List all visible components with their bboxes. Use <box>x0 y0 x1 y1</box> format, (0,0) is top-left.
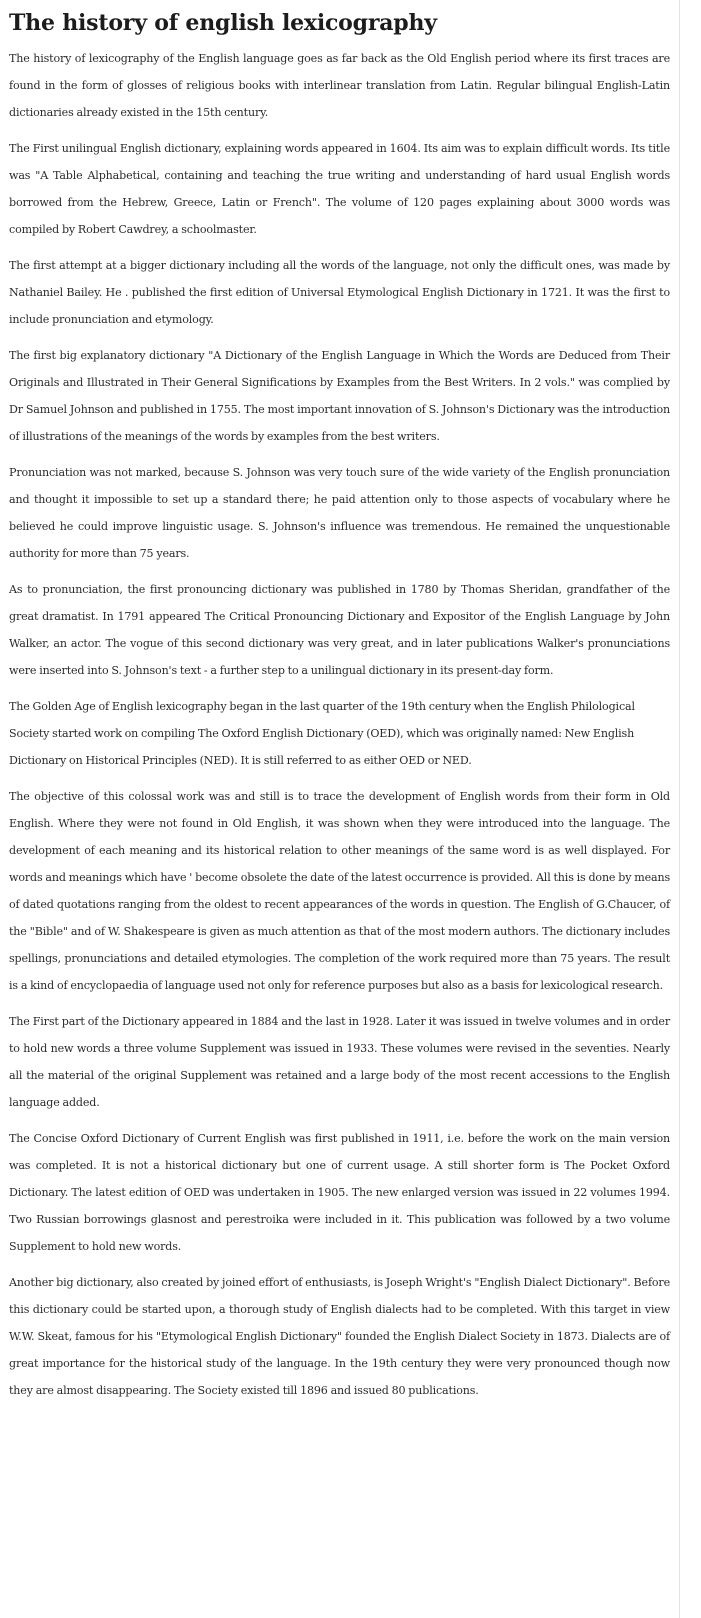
paragraph-johnson-pronunciation: Pronunciation was not marked, because S. Johnson was very touch sure of the wide variety of the English pronunciation and thought it impossible to set up a standard there; he paid attention only to those aspects of vocabulary where he believed he could improve linguistic usage. S. Johnson's influence was tremendous. He remained the unquestionable authority for more than 75 years. <box>9 466 670 560</box>
page-title: The history of english lexicography <box>9 10 437 36</box>
paragraph-pronouncing-dictionaries: As to pronunciation, the first pronouncing dictionary was published in 1780 by Thomas Sheridan, grandfather of the great dramatist. In 1791 appeared The Critical Pronouncing Dictionary and Expositor of the English Language by John Walker, an actor. The vogue of this second dictionary was very great, and in later publications Walker's pronunciations were inserted into S. Johnson's text - a further step to a unilingual dictionary in its present-day form. <box>9 583 670 677</box>
paragraph-johnson-dictionary: The first big explanatory dictionary "A Dictionary of the English Language in Which the Words are Deduced from Their Originals and Illustrated in Their General Significations by Examples from the Best Writers. In 2 vols." was complied by Dr Samuel Johnson and published in 1755. The most important innovation of S. Johnson's Dictionary was the introduction of illustrations of the meanings of the words by examples from the best writers. <box>9 349 670 443</box>
paragraph-golden-age: The Golden Age of English lexicography began in the last quarter of the 19th century when the English Philological Society started work on compiling The Oxford English Dictionary (OED), which was originally named: New English Dictionary on Historical Principles (NED). It is still referred to as either OED or NED. <box>9 700 635 767</box>
paragraph-early-history: The history of lexicography of the English language goes as far back as the Old English period where its first traces are found in the form of glosses of religious books with interlinear translation from Latin. Regular bilingual English-Latin dictionaries already existed in the 15th century. <box>9 52 670 119</box>
paragraph-oed-objective: The objective of this colossal work was and still is to trace the development of English words from their form in Old English. Where they were not found in Old English, it was shown when they were introduced into the language. The development of each meaning and its historical relation to other meanings of the same word is as well displayed. For words and meanings which have ' become obsolete the date of the latest occurrence is provided. All this is done by means of dated quotations ranging from the oldest to recent appearances of the words in question. The English of G.Chaucer, of the "Bible" and of W. Shakespeare is given as much attention as that of the most modern authors. The dictionary includes spellings, pronunciations and detailed etymologies. The completion of the work required more than 75 years. The result is a kind of encyclopaedia of language used not only for reference purposes but also as a basis for lexicological research. <box>9 790 670 992</box>
paragraph-dialect-dictionary: Another big dictionary, also created by joined effort of enthusiasts, is Joseph Wright's "English Dialect Dictionary". Before this dictionary could be started upon, a thorough study of English dialects had to be completed. With this target in view W.W. Skeat, famous for his "Etymological English Dictionary" founded the English Dialect Society in 1873. Dialects are of great importance for the historical study of the language. In the 19th century they were very pronounced though now they are almost disappearing. The Society existed till 1896 and issued 80 publications. <box>9 1276 670 1397</box>
paragraph-first-unilingual-dictionary: The First unilingual English dictionary, explaining words appeared in 1604. Its aim was to explain difficult words. Its title was "A Table Alphabetical, containing and teaching the true writing and understanding of hard usual English words borrowed from the Hebrew, Greece, Latin or French". The volume of 120 pages explaining about 3000 words was compiled by Robert Cawdrey, a schoolmaster. <box>9 142 670 236</box>
paragraph-concise-oxford: The Concise Oxford Dictionary of Current English was first published in 1911, i.e. before the work on the main version was completed. It is not a historical dictionary but one of current usage. A still shorter form is The Pocket Oxford Dictionary. The latest edition of OED was undertaken in 1905. The new enlarged version was issued in 22 volumes 1994. Two Russian borrowings glasnost and perestroika were included in it. This publication was followed by a two volume Supplement to hold new words. <box>9 1132 670 1253</box>
paragraph-oed-publication: The First part of the Dictionary appeared in 1884 and the last in 1928. Later it was issued in twelve volumes and in order to hold new words a three volume Supplement was issued in 1933. These volumes were revised in the seventies. Nearly all the material of the original Supplement was retained and a large body of the most recent accessions to the English language added. <box>9 1015 670 1109</box>
paragraph-bailey-dictionary: The first attempt at a bigger dictionary including all the words of the language, not only the difficult ones, was made by Nathaniel Bailey. He . published the first edition of Universal Etymological English Dictionary in 1721. It was the first to include pronunciation and etymology. <box>9 259 670 326</box>
